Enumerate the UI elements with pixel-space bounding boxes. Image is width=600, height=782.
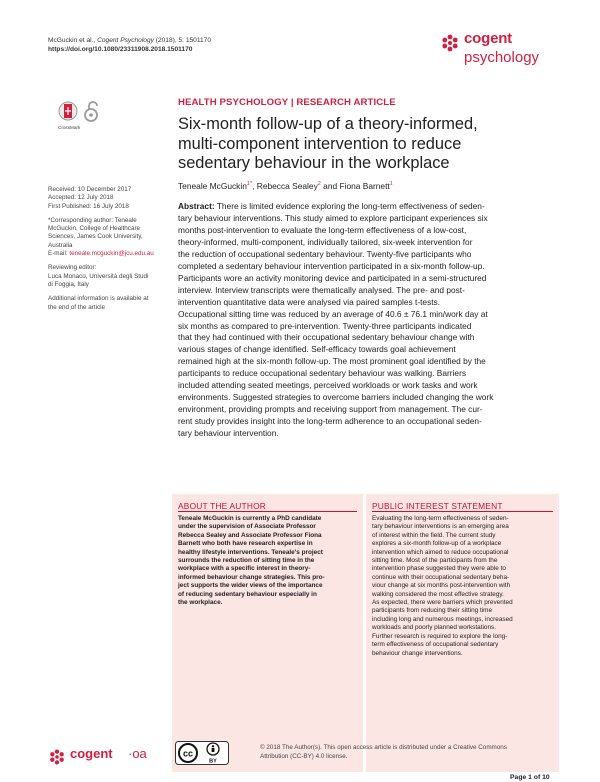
abstract-line: the reduction of occupational sedentary behaviour. Twenty-five participants who bbox=[178, 248, 472, 259]
abstract-line: included attending seated meetings, perceived workloads or work tasks and work bbox=[178, 380, 478, 391]
cogent-oa-logo bbox=[48, 745, 158, 769]
crossmark-label: CrossMark bbox=[58, 125, 81, 130]
abstract-line: rent study provides insight into the long-term adherence to an occupational seden- bbox=[178, 416, 482, 427]
abstract-line: remained high at the six-month follow-up. The most prominent goal identified by the bbox=[178, 356, 486, 367]
article-title bbox=[178, 115, 558, 174]
abstract-line: tary behaviour interventions. This study aimed to explore participant experiences six bbox=[178, 212, 488, 223]
accepted-date: Accepted: 12 July 2018 bbox=[48, 194, 114, 202]
public-interest-heading: PUBLIC INTEREST STATEMENT bbox=[372, 501, 503, 511]
abstract-line: various stages of change identified. Self-efficacy towards goal achievement bbox=[178, 344, 456, 355]
journal-name: Cogent Psychology bbox=[97, 37, 154, 44]
abstract bbox=[178, 201, 560, 440]
footer-logo-oa: ·oa bbox=[128, 746, 147, 761]
public-interest-box bbox=[366, 494, 559, 772]
crossmark-icon[interactable] bbox=[59, 102, 77, 120]
dates-block bbox=[48, 186, 168, 211]
title-line: Six-month follow-up of a theory-informed, bbox=[178, 115, 478, 133]
email-link[interactable]: teneale.mcguckin@jcu.edu.au bbox=[69, 250, 154, 258]
brand-word-psychology: psychology bbox=[464, 49, 540, 66]
public-interest-body: Evaluating the long-term effectiveness of seden- tary behaviour interventions is an emerging area of interest within the field. The current study explores a six-month follow-up of a workplace intervention which aimed to reduce occupational sitting time. Most of the participants from the intervention phase suggested they were able to continue with their occupational sedentary beha- viour change at six months post-intervention with walking considered the most effective strategy. As expected, there were barriers which prevented participants from reducing their sitting time including long and numerous meetings, increased workloads and poorly planned workstations. Further research is required to explore the long- term effectiveness of occupational sedentary behaviour change interventions. bbox=[372, 515, 513, 657]
author-name[interactable]: Fiona Barnett bbox=[339, 181, 390, 191]
section-label: HEALTH PSYCHOLOGY | RESEARCH ARTICLE bbox=[178, 97, 396, 108]
by-label: BY bbox=[209, 758, 217, 765]
heading-divider bbox=[178, 511, 357, 512]
article-info-sidebar bbox=[48, 186, 168, 318]
title-line: multi-component intervention to reduce bbox=[178, 134, 462, 153]
cogent-psychology-logo bbox=[440, 30, 570, 76]
affiliation-marker: 2 bbox=[317, 181, 321, 188]
abstract-line: months post-intervention to evaluate the long-term effectiveness of a low-cost, bbox=[178, 224, 467, 235]
doi-link[interactable]: https://doi.org/10.1080/23311908.2018.1501170 bbox=[48, 46, 193, 53]
abstract-line: that they had continued with their occupational sedentary behaviour change with bbox=[178, 332, 475, 343]
author-name[interactable]: Teneale McGuckin bbox=[178, 181, 247, 191]
title-line: sedentary behaviour in the workplace bbox=[178, 154, 450, 172]
abstract-line: environment, providing prompts and receiving support from management. The cur- bbox=[178, 404, 483, 415]
cogent-flower-icon bbox=[440, 33, 460, 53]
page-number: Page 1 of 10 bbox=[510, 774, 550, 781]
footer-logo-word: cogent bbox=[70, 746, 113, 761]
abstract-line: Participants wore an activity monitoring device and participated in a semi-structured bbox=[178, 272, 487, 283]
published-date: First Published: 16 July 2018 bbox=[48, 202, 129, 210]
affiliation-marker: 1 bbox=[389, 181, 393, 188]
abstract-line: Occupational sitting time was reduced by an average of 40.6 ± 76.1 min/work day at bbox=[178, 308, 488, 319]
abstract-line: theory-informed, multi-component, individually tailored, six-week intervention for bbox=[178, 236, 473, 247]
cc-label: cc bbox=[182, 748, 194, 759]
abstract-line: tary behaviour intervention. bbox=[178, 428, 279, 439]
author-list: Teneale McGuckin$^{1*}$, Rebecca Sealey$^2$ and Fiona Barnett$^1$ bbox=[178, 181, 393, 191]
about-author-box bbox=[172, 494, 363, 772]
cogent-flower-icon bbox=[48, 748, 66, 766]
about-author-heading: ABOUT THE AUTHOR bbox=[178, 501, 267, 511]
article-badges bbox=[58, 100, 108, 134]
email-line: E-mail: teneale.mcguckin@jcu.edu.au bbox=[48, 250, 154, 258]
affiliation-marker: 1* bbox=[246, 181, 253, 188]
license-statement: © 2018 The Author(s). This open access article is distributed under a Creative Commons Attribution (CC-BY) 4.0 license. bbox=[260, 744, 507, 760]
running-head bbox=[48, 36, 211, 54]
reviewing-editor-block: Reviewing editor: Luca Monaco, Università degli Studi di Foggia, Italy bbox=[48, 264, 149, 288]
abstract-label: Abstract: bbox=[178, 201, 215, 211]
abstract-line: completed a sedentary behaviour intervention participated in a six-month follow-up. bbox=[178, 260, 485, 271]
brand-word-cogent: cogent bbox=[464, 30, 512, 47]
abstract-line: Abstract: There is limited evidence exploring the long-term effectiveness of seden- bbox=[178, 201, 485, 211]
about-author-body: Teneale McGuckin is currently a PhD candidate under the supervision of Associate Professor Rebecca Sealey and Associate Professor Fiona Barnett who both have research expertise in healthy lifestyle interventions. Teneale's project surrounds the reduction of sitting time in the workplace with a specific interest in theory- informed behaviour change strategies. This pro- ject supports the wider views of the importance of reducing sedentary behaviour especially in the workplace. bbox=[178, 515, 325, 607]
cc-by-license-icon[interactable] bbox=[175, 741, 229, 765]
abstract-line: environments. Suggested strategies to overcome barriers included changing the work bbox=[178, 392, 494, 403]
author-name[interactable]: Rebecca Sealey bbox=[256, 181, 318, 191]
abstract-line: participants to reduce occupational sedentary behaviour was walking. Barriers bbox=[178, 368, 467, 379]
abstract-line: six months as compared to pre-intervention. Twenty-three participants indicated bbox=[178, 320, 472, 331]
open-access-icon bbox=[85, 102, 97, 121]
abstract-line: intervention quantitative data were analysed via paired samples t-tests. bbox=[178, 296, 441, 307]
received-date: Received: 10 December 2017 bbox=[48, 186, 132, 193]
additional-info-block: Additional information is available at the end of the article bbox=[48, 295, 149, 311]
heading-divider bbox=[372, 511, 553, 512]
citation: McGuckin et al., Cogent Psychology (2018), 5: 1501170 bbox=[48, 37, 212, 44]
corresponding-author-block: *Corresponding author: Teneale McGuckin, College of Healthcare Sciences, James Cook University, Australia E-mail: teneale.mcguckin@jcu.edu.au bbox=[48, 217, 168, 258]
abstract-line: interview. Interview transcripts were thematically analysed. The pre- and post- bbox=[178, 284, 465, 295]
